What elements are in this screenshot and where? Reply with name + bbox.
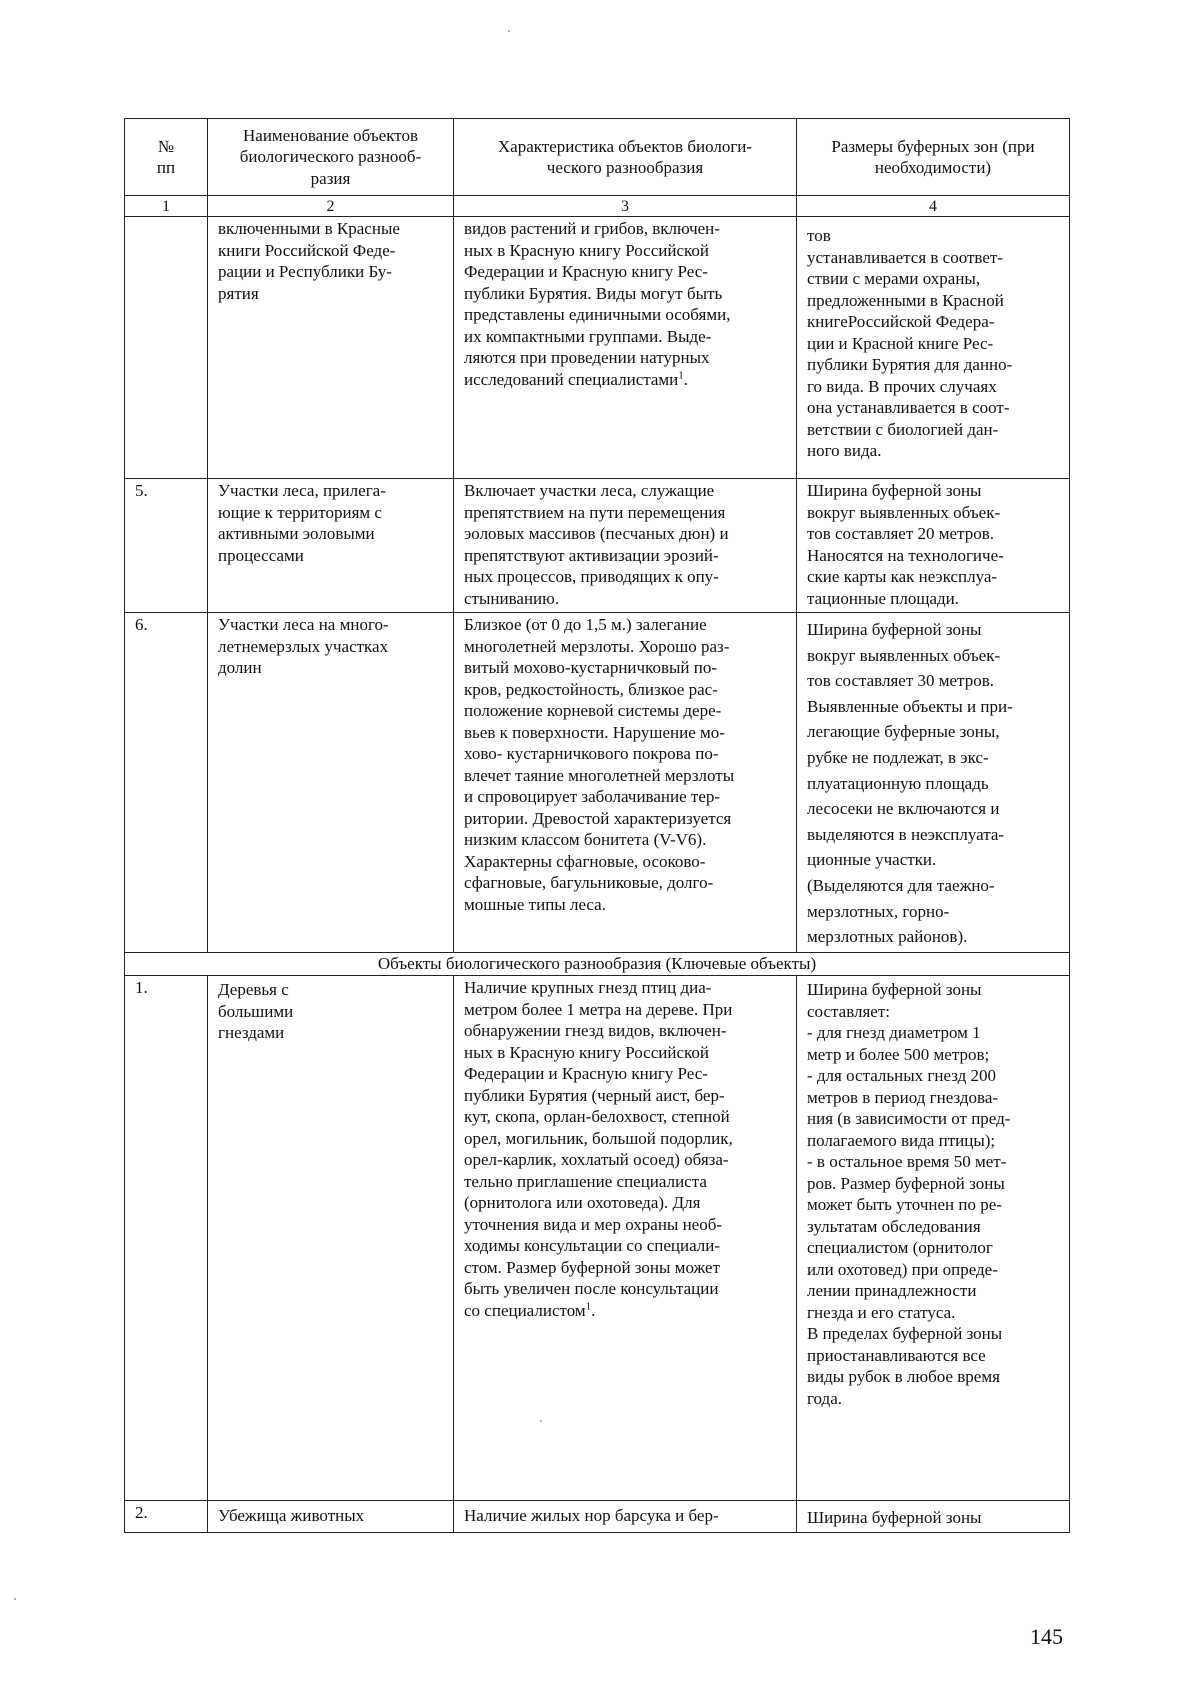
column-number: 4 <box>797 196 1070 217</box>
header-col-buffer: Размеры буферных зон (при необходимости) <box>797 119 1070 196</box>
object-name: Участки леса, прилега- ющие к территориям с активными эоловыми процессами <box>208 479 454 613</box>
row-number: 1. <box>125 976 208 1501</box>
object-description: Наличие жилых нор барсука и бер- <box>454 1501 797 1533</box>
scan-speck <box>508 30 510 32</box>
row-number <box>125 217 208 479</box>
biodiversity-table <box>124 118 1070 1533</box>
object-name: Участки леса на много- летнемерзлых участках долин <box>208 613 454 953</box>
object-description: Включает участки леса, служащие препятствием на пути перемещения эоловых массивов (песчаных дюн) и препятствуют активизации эрозий- ных процессов, приводящих к опу- стыниванию. <box>454 479 797 613</box>
column-number-row <box>125 196 1070 217</box>
object-description <box>454 217 797 479</box>
description-text: Наличие крупных гнезд птиц диа- метром более 1 метра на дереве. При обнаружении гнезд видов, включен- ных в Красную книгу Российской Федерации и Красную книгу Рес- публики Бурятия (черный аист, бер- кут, скопа, орлан-белохвост, степной орел, могильник, большой подорлик, орел-карлик, хохлатый осоед) обяза- тельно приглашение специалиста (орнитолога или охотоведа). Для уточнения вида и мер охраны необ- ходимы консультации со специали- стом. Размер буферной зоны может быть увеличен после консультации со специалистом <box>464 978 733 1320</box>
object-name: включенными в Красные книги Российской Феде- рации и Республики Бу- рятия <box>208 217 454 479</box>
footnote-mark: 1 <box>585 1299 592 1312</box>
scan-speck <box>14 1598 16 1600</box>
header-col-name: Наименование объектов биологического разнооб- разия <box>208 119 454 196</box>
table-row <box>125 479 1070 613</box>
description-tail: . <box>683 369 689 389</box>
column-number: 3 <box>454 196 797 217</box>
buffer-size: Ширина буферной зоны <box>797 1501 1070 1533</box>
object-name: Убежища животных <box>208 1501 454 1533</box>
row-number: 6. <box>125 613 208 953</box>
table-header-row <box>125 119 1070 196</box>
scan-speck <box>540 1420 542 1422</box>
description-text: видов растений и грибов, включен- ных в Красную книгу Российской Федерации и Красную книгу Рес- публики Бурятия. Виды могут быть представлены единичными особями, их компактными группами. Выде- ляются при проведении натурных исследований специалистами <box>464 219 731 389</box>
buffer-size: Ширина буферной зоны вокруг выявленных объек- тов составляет 30 метров. Выявленные объекты и при- легающие буферные зоны, рубке не подлежат, в экс- плуатационную площадь лесосеки не включаются и выделяются в неэксплуата- ционные участки. (Выделяются для таежно- мерзлотных, горно- мерзлотных районов). <box>797 613 1070 953</box>
header-col-description: Характеристика объектов биологи- ческого разнообразия <box>454 119 797 196</box>
header-col-number: № пп <box>125 119 208 196</box>
buffer-size: Ширина буферной зоны составляет: - для гнезд диаметром 1 метр и более 500 метров; - для остальных гнезд 200 метров в период гнездова- ния (в зависимости от пред- полагаемого вида птицы); - в остальное время 50 мет- ров. Размер буферной зоны может быть уточнен по ре- зультатам обследования специалистом (орнитолог или охотовед) при опреде- лении принадлежности гнезда и его статуса. В пределах буферной зоны приостанавливаются все виды рубок в любое время года. <box>797 976 1070 1501</box>
table-row <box>125 976 1070 1501</box>
table-row <box>125 217 1070 479</box>
buffer-size: тов устанавливается в соответ- ствии с мерами охраны, предложенными в Красной книгеРоссийской Федера- ции и Красной книге Рес- публики Бурятия для данно- го вида. В прочих случаях она устанавливается в соот- ветствии с биологией дан- ного вида. <box>797 217 1070 479</box>
column-number: 1 <box>125 196 208 217</box>
object-description: Близкое (от 0 до 1,5 м.) залегание многолетней мерзлоты. Хорошо раз- витый мохово-кустарничковый по- кров, редкостойность, близкое рас- положение корневой системы дере- вьев к поверхности. Нарушение мо- хово- кустарничкового покрова по- влечет таяние многолетней мерзлоты и спровоцирует заболачивание тер- ритории. Древостой характеризуется низким классом бонитета (V-V6). Характерны сфагновые, осоково- сфагновые, багульниковые, долго- мошные типы леса. <box>454 613 797 953</box>
object-description <box>454 976 797 1501</box>
description-tail: . <box>591 1300 596 1320</box>
buffer-size: Ширина буферной зоны вокруг выявленных объек- тов составляет 20 метров. Наносятся на технологиче- ские карты как неэксплуа- тационные площади. <box>797 479 1070 613</box>
table-row <box>125 613 1070 953</box>
row-number: 5. <box>125 479 208 613</box>
footnote-mark: 1 <box>678 368 684 381</box>
table-row <box>125 1501 1070 1533</box>
page-number: 145 <box>1030 1624 1063 1649</box>
column-number: 2 <box>208 196 454 217</box>
section-title-row <box>125 953 1070 976</box>
row-number: 2. <box>125 1501 208 1533</box>
object-name: Деревья с большими гнездами <box>208 976 454 1501</box>
section-title: Объекты биологического разнообразия (Ключевые объекты) <box>125 953 1070 976</box>
